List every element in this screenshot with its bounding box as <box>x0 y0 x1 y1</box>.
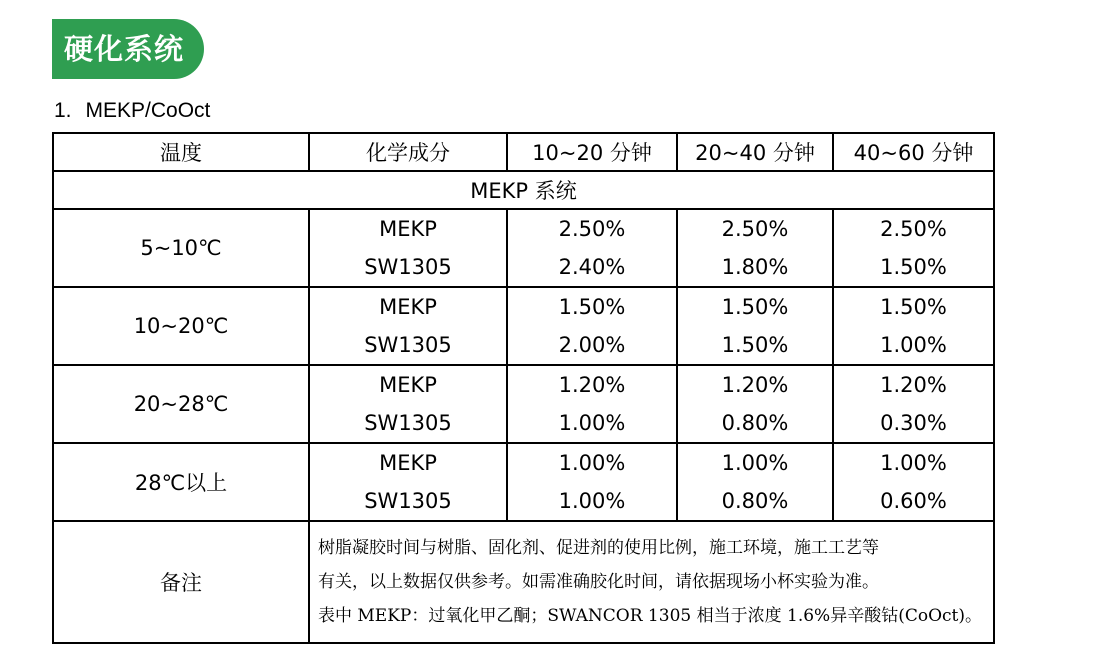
table-row <box>53 209 994 287</box>
value: 1.00% <box>558 489 626 513</box>
value: 1.20% <box>880 373 947 397</box>
column-header-10-20-min: 10~20 分钟 <box>507 133 677 171</box>
chemical-name: MEKP <box>379 373 437 397</box>
chemical-name: MEKP <box>379 217 437 241</box>
subsection-number: 1. <box>54 99 72 122</box>
value: 0.80% <box>721 489 789 513</box>
value-cell <box>677 443 833 521</box>
value-cell <box>833 443 994 521</box>
system-label: MEKP 系统 <box>53 171 994 209</box>
section-title-badge: 硬化系统 <box>52 19 204 79</box>
value: 1.00% <box>880 333 947 357</box>
note-line: 树脂凝胶时间与树脂、固化剂、促进剂的使用比例，施工环境，施工工艺等 <box>318 538 879 558</box>
temperature-cell: 5~10℃ <box>53 209 309 287</box>
value-cell <box>507 365 677 443</box>
table-row <box>53 365 994 443</box>
subsection-heading <box>54 97 210 125</box>
column-header-40-60-min: 40~60 分钟 <box>833 133 994 171</box>
note-line: 有关，以上数据仅供参考。如需准确胶化时间，请依据现场小杯实验为准。 <box>318 572 879 592</box>
chemical-cell <box>309 287 507 365</box>
value: 0.60% <box>880 489 947 513</box>
value: 0.80% <box>721 411 789 435</box>
value: 1.50% <box>721 333 789 357</box>
value: 1.50% <box>558 295 626 319</box>
value: 1.00% <box>558 451 626 475</box>
hardener-table <box>52 132 995 644</box>
value: 1.00% <box>880 451 947 475</box>
value: 2.50% <box>558 217 626 241</box>
chemical-name: SW1305 <box>364 255 452 279</box>
chemical-cell <box>309 443 507 521</box>
chemical-name: MEKP <box>379 451 437 475</box>
column-header-20-40-min: 20~40 分钟 <box>677 133 833 171</box>
value: 1.50% <box>880 255 947 279</box>
value-cell <box>677 287 833 365</box>
column-header-chemical: 化学成分 <box>309 133 507 171</box>
system-row <box>53 171 994 209</box>
value: 2.50% <box>880 217 947 241</box>
chemical-name: SW1305 <box>364 489 452 513</box>
value-cell <box>507 209 677 287</box>
table-header-row <box>53 133 994 171</box>
note-row <box>53 521 994 643</box>
subsection-name: MEKP/CoOct <box>85 99 211 122</box>
value-cell <box>833 365 994 443</box>
temperature-cell: 10~20℃ <box>53 287 309 365</box>
note-text <box>309 521 994 643</box>
note-line: 表中 MEKP：过氧化甲乙酮；SWANCOR 1305 相当于浓度 1.6%异辛酸钴(CoOct)。 <box>318 606 982 626</box>
chemical-name: SW1305 <box>364 411 452 435</box>
value: 1.00% <box>558 411 626 435</box>
value: 1.20% <box>721 373 789 397</box>
table-row <box>53 443 994 521</box>
temperature-cell: 28℃以上 <box>53 443 309 521</box>
chemical-cell <box>309 365 507 443</box>
value-cell <box>833 209 994 287</box>
value: 1.20% <box>558 373 626 397</box>
value: 1.00% <box>721 451 789 475</box>
value: 2.00% <box>558 333 626 357</box>
value: 1.80% <box>721 255 789 279</box>
value: 0.30% <box>880 411 947 435</box>
value-cell <box>507 287 677 365</box>
chemical-name: SW1305 <box>364 333 452 357</box>
chemical-name: MEKP <box>379 295 437 319</box>
column-header-temperature: 温度 <box>53 133 309 171</box>
table-row <box>53 287 994 365</box>
value-cell <box>677 209 833 287</box>
value: 2.50% <box>721 217 789 241</box>
value-cell <box>833 287 994 365</box>
value-cell <box>677 365 833 443</box>
value: 1.50% <box>880 295 947 319</box>
value: 2.40% <box>558 255 626 279</box>
note-label: 备注 <box>53 521 309 643</box>
value: 1.50% <box>721 295 789 319</box>
temperature-cell: 20~28℃ <box>53 365 309 443</box>
chemical-cell <box>309 209 507 287</box>
value-cell <box>507 443 677 521</box>
